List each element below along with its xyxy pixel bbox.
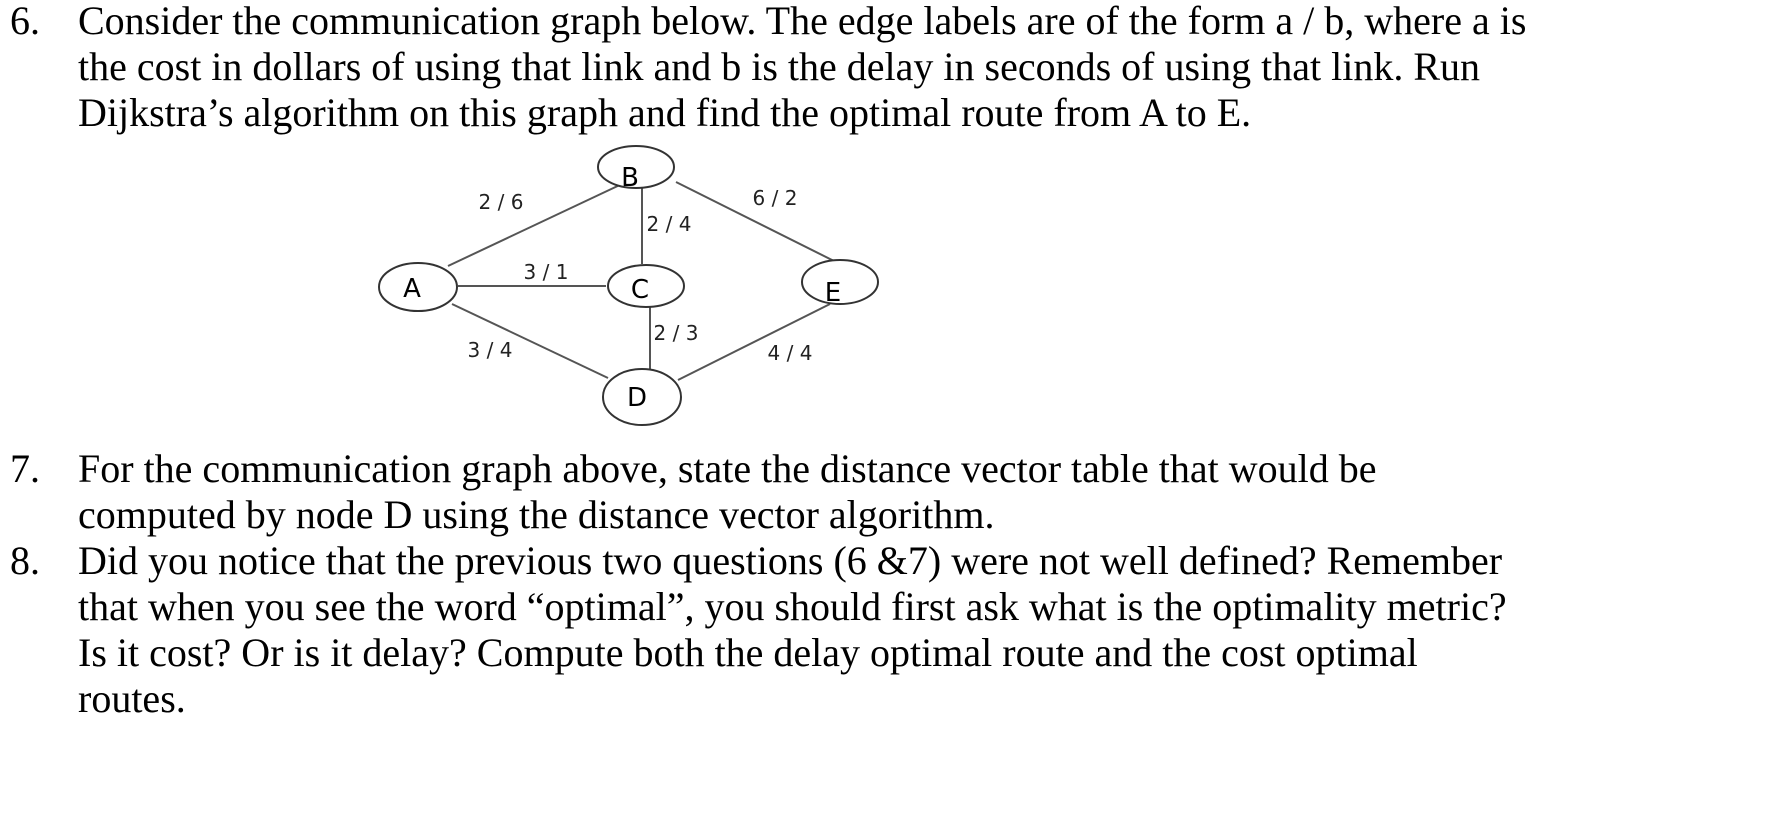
edge-label-a-c: 3 / 1 [523, 260, 569, 284]
question-8 [10, 538, 1770, 722]
node-d-label: D [626, 383, 648, 413]
question-7 [10, 446, 1770, 538]
edge-a-b [448, 183, 624, 266]
edge-label-b-c: 2 / 4 [646, 212, 692, 236]
node-d [603, 369, 681, 425]
node-b [598, 146, 674, 193]
edge-label-a-b: 2 / 6 [478, 190, 524, 214]
question-7-line-1: For the communication graph above, state the distance vector table that would be [78, 446, 1377, 491]
question-8-line-1: Did you notice that the previous two questions (6 &7) were not well defined? Remember [78, 538, 1503, 583]
node-a [379, 263, 457, 311]
node-c [608, 265, 684, 307]
node-c-label: C [630, 275, 650, 305]
edge-label-c-d: 2 / 3 [653, 321, 699, 345]
edge-label-b-e: 6 / 2 [752, 186, 798, 210]
question-6-number: 6. [10, 0, 40, 43]
question-8-line-2: that when you see the word “optimal”, you should first ask what is the optimality metric? [78, 584, 1507, 629]
question-6-line-3: Dijkstra’s algorithm on this graph and find the optimal route from A to E. [78, 90, 1252, 135]
node-b-label: B [621, 163, 639, 193]
question-7-number: 7. [10, 446, 40, 491]
question-7-text [78, 446, 1770, 538]
edge-label-d-e: 4 / 4 [767, 341, 813, 365]
node-a-label: A [403, 274, 421, 304]
node-e-label: E [824, 278, 842, 308]
edge-label-a-d: 3 / 4 [467, 338, 513, 362]
question-8-number: 8. [10, 538, 40, 583]
question-7-line-2: computed by node D using the distance vector algorithm. [78, 492, 995, 537]
question-8-text [78, 538, 1770, 722]
question-8-line-4: routes. [78, 676, 186, 721]
question-8-line-3: Is it cost? Or is it delay? Compute both the delay optimal route and the cost optimal [78, 630, 1418, 675]
question-6-line-1: Consider the communication graph below. The edge labels are of the form a / b, where a is [78, 0, 1527, 43]
question-6-line-2: the cost in dollars of using that link and b is the delay in seconds of using that link. Run [78, 44, 1481, 89]
node-e [802, 260, 878, 308]
